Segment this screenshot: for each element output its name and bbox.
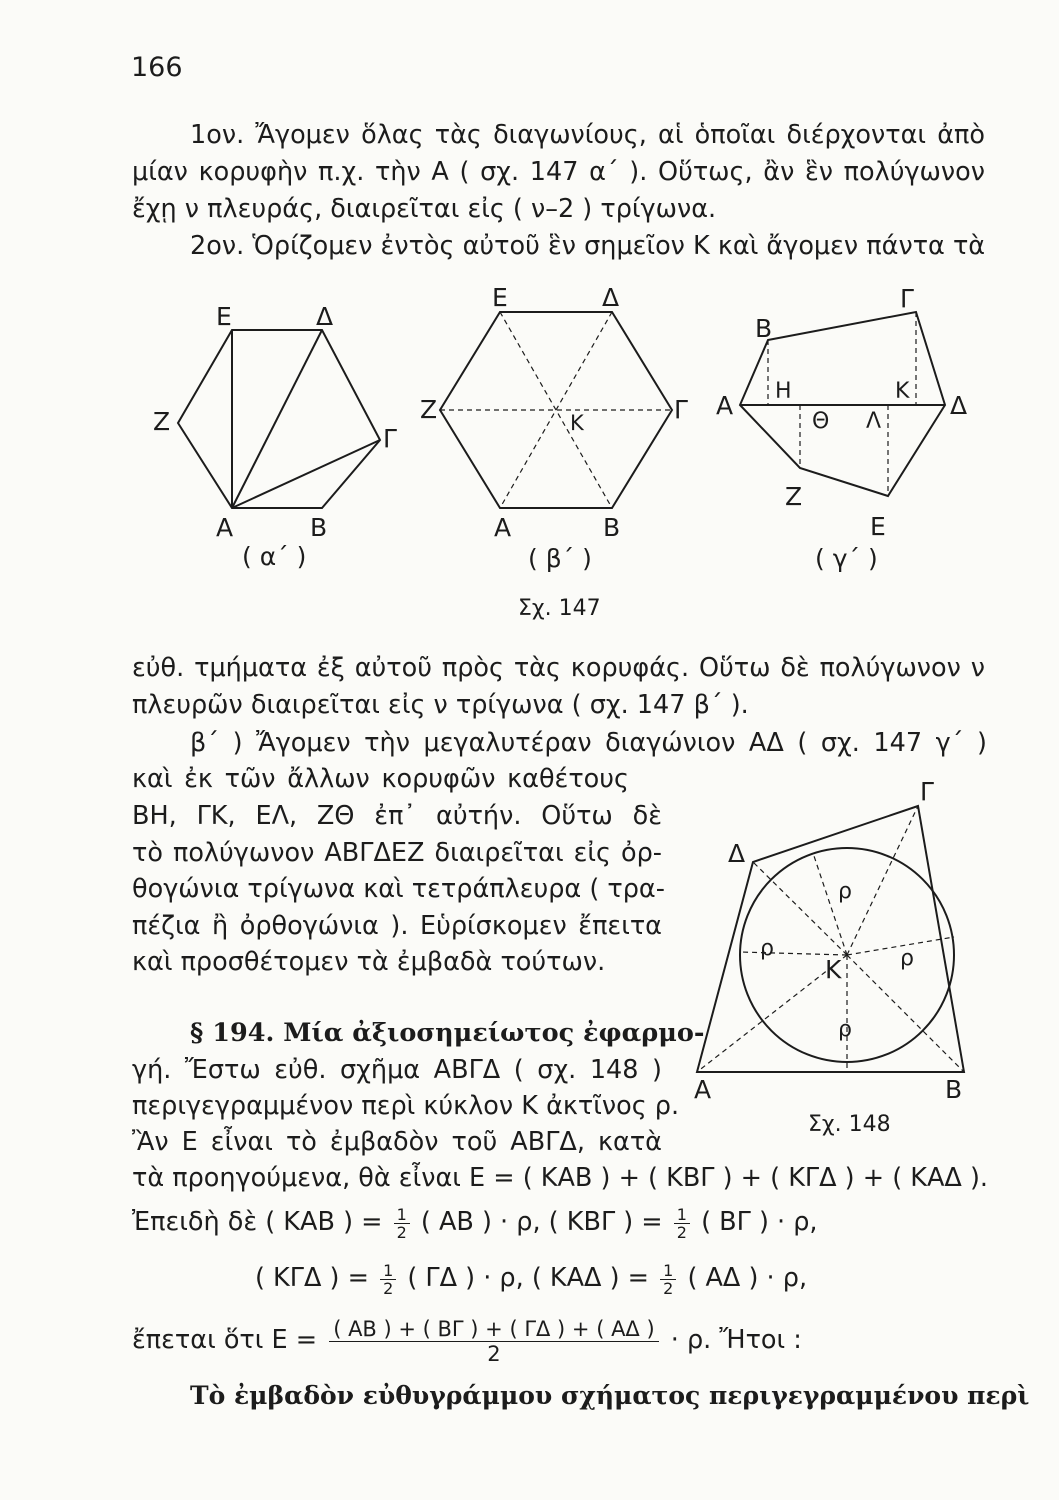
label-b-G: Γ	[674, 395, 688, 424]
frac-num: 1	[380, 1262, 396, 1280]
label-b-K: Κ	[570, 411, 584, 435]
section-line4: Ἂν Ε εἶναι τὸ ἐμβαδὸν τοῦ ΑΒΓΔ, κατὰ	[132, 1127, 662, 1157]
label-148-K: Κ	[825, 955, 842, 984]
fig147-sub-a: ( α΄ )	[242, 542, 307, 571]
half-fraction	[674, 1206, 690, 1241]
para1-line3: ἔχῃ ν πλευράς, διαιρεῖται εἰς ( ν–2 ) τρίγωνα.	[132, 194, 717, 224]
section-line3: περιγεγραμμένον περὶ κύκλον Κ ἀκτῖνος ρ.	[132, 1091, 680, 1121]
formula1-part-c: ( ΒΓ ) · ρ,	[701, 1207, 818, 1237]
formula2-part-c: ( ΑΔ ) · ρ,	[687, 1263, 808, 1293]
label-c-K: Κ	[895, 379, 910, 404]
para2-line1: 2ον. Ὁρίζομεν ἐντὸς αὐτοῦ ἓν σημεῖον Κ καὶ ἄγομεν πάντα τὰ	[190, 231, 986, 261]
label-c-H: Η	[775, 379, 792, 404]
label-148-rho-left: ρ	[760, 936, 774, 961]
frac-num: 1	[660, 1262, 676, 1280]
label-a-B: Β	[310, 513, 328, 542]
para4-line6: πέζια ἢ ὀρθογώνια ). Εὑρίσκομεν ἔπειτα	[132, 911, 662, 941]
perimeter-fraction	[329, 1317, 658, 1366]
para3-line2: πλευρῶν διαιρεῖται εἰς ν τρίγωνα ( σχ. 147 β΄ ).	[132, 690, 749, 720]
formula-line3	[132, 1316, 992, 1366]
formula1-part-b: ( ΑΒ ) · ρ, ( ΚΒΓ ) =	[420, 1207, 663, 1237]
para4-line4: τὸ πολύγωνον ΑΒΓΔΕΖ διαιρεῖται εἰς ὀρ-	[132, 838, 662, 868]
label-148-B: Β	[945, 1075, 963, 1104]
frac-den: 2	[663, 1278, 674, 1298]
para4-line7: καὶ προσθέτομεν τὰ ἐμβαδὰ τούτων.	[132, 947, 606, 977]
label-148-rho-top: ρ	[838, 879, 852, 904]
label-a-G: Γ	[383, 424, 397, 453]
label-c-A: Α	[716, 391, 734, 420]
label-148-A: Α	[694, 1075, 712, 1104]
frac-num: 1	[674, 1206, 690, 1224]
half-fraction	[394, 1206, 410, 1241]
formula3-part-a: ἔπεται ὅτι Ε =	[132, 1325, 318, 1355]
label-a-E: Ε	[216, 302, 232, 331]
label-a-A: Α	[216, 513, 234, 542]
label-c-L: Λ	[866, 409, 882, 434]
fig147-sub-c: ( γ΄ )	[815, 544, 878, 573]
frac-den: 2	[383, 1278, 394, 1298]
label-a-D: Δ	[316, 302, 334, 331]
formula1-part-a: Ἐπειδὴ δὲ ( ΚΑΒ ) =	[132, 1207, 383, 1237]
half-fraction	[660, 1262, 676, 1297]
fig147-sub-b: ( β΄ )	[528, 544, 592, 573]
para4-line2: καὶ ἐκ τῶν ἄλλων κορυφῶν καθέτους	[132, 764, 629, 794]
page-number: 166	[131, 52, 183, 83]
theorem-line: Τὸ ἐμβαδὸν εὐθυγράμμου σχήματος περιγεγραμμένου περὶ	[190, 1381, 1030, 1410]
label-c-D: Δ	[950, 391, 968, 420]
label-148-rho-right: ρ	[900, 946, 914, 971]
label-148-G: Γ	[920, 777, 934, 806]
half-fraction	[380, 1262, 396, 1297]
para4-line3: ΒΗ, ΓΚ, ΕΛ, ΖΘ ἐπ᾽ αὐτήν. Οὕτω δὲ	[132, 801, 662, 831]
perimeter-fraction-den: 2	[487, 1341, 501, 1366]
label-b-Z: Ζ	[420, 395, 438, 424]
label-148-D: Δ	[728, 839, 746, 868]
label-b-D: Δ	[602, 283, 620, 312]
section-line2: γή. Ἔστω εὐθ. σχῆμα ΑΒΓΔ ( σχ. 148 )	[132, 1055, 662, 1085]
formula-line1	[132, 1202, 992, 1242]
formula2-part-a: ( ΚΓΔ ) =	[255, 1263, 369, 1293]
section-line5: τὰ προηγούμενα, θὰ εἶναι Ε = ( ΚΑΒ ) + ( ΚΒΓ ) + ( ΚΓΔ ) + ( ΚΑΔ ).	[132, 1163, 989, 1193]
formula3-part-b: · ρ. Ἤτοι :	[670, 1325, 802, 1355]
formula2-part-b: ( ΓΔ ) · ρ, ( ΚΑΔ ) =	[407, 1263, 650, 1293]
label-b-A: Α	[494, 513, 512, 542]
frac-den: 2	[676, 1222, 687, 1242]
formula-line2	[255, 1258, 1059, 1298]
frac-den: 2	[396, 1222, 407, 1242]
label-c-G: Γ	[900, 284, 914, 313]
section-194-heading: § 194. Μία ἀξιοσημείωτος ἐφαρμο-	[190, 1018, 705, 1048]
label-c-Z: Ζ	[785, 482, 803, 511]
para4-line1: β΄ ) Ἄγομεν τὴν μεγαλυτέραν διαγώνιον ΑΔ ( σχ. 147 γ΄ )	[190, 728, 987, 758]
label-c-B: Β	[755, 314, 773, 343]
label-148-rho-bottom: ρ	[838, 1017, 852, 1042]
fig148-caption: Σχ. 148	[808, 1112, 891, 1137]
label-b-E: Ε	[492, 283, 508, 312]
para1-line1: 1ον. Ἄγομεν ὅλας τὰς διαγωνίους, αἱ ὁποῖαι διέρχονται ἀπὸ	[190, 120, 985, 150]
para1-line2: μίαν κορυφὴν π.χ. τὴν Α ( σχ. 147 α΄ ). Οὕτως, ἂν ἓν πολύγωνον	[132, 157, 985, 187]
label-c-E: Ε	[870, 512, 886, 541]
para3-line1: εὐθ. τμήματα ἐξ αὐτοῦ πρὸς τὰς κορυφάς. Οὕτω δὲ πολύγωνον ν	[132, 653, 985, 683]
label-a-Z: Ζ	[153, 407, 171, 436]
fig147-caption: Σχ. 147	[518, 596, 601, 621]
label-c-Th: Θ	[812, 409, 830, 434]
frac-num: 1	[394, 1206, 410, 1224]
perimeter-fraction-num: ( ΑΒ ) + ( ΒΓ ) + ( ΓΔ ) + ( ΑΔ )	[329, 1317, 658, 1342]
para4-line5: θογώνια τρίγωνα καὶ τετράπλευρα ( τρα-	[132, 874, 665, 904]
label-b-B: Β	[603, 513, 621, 542]
